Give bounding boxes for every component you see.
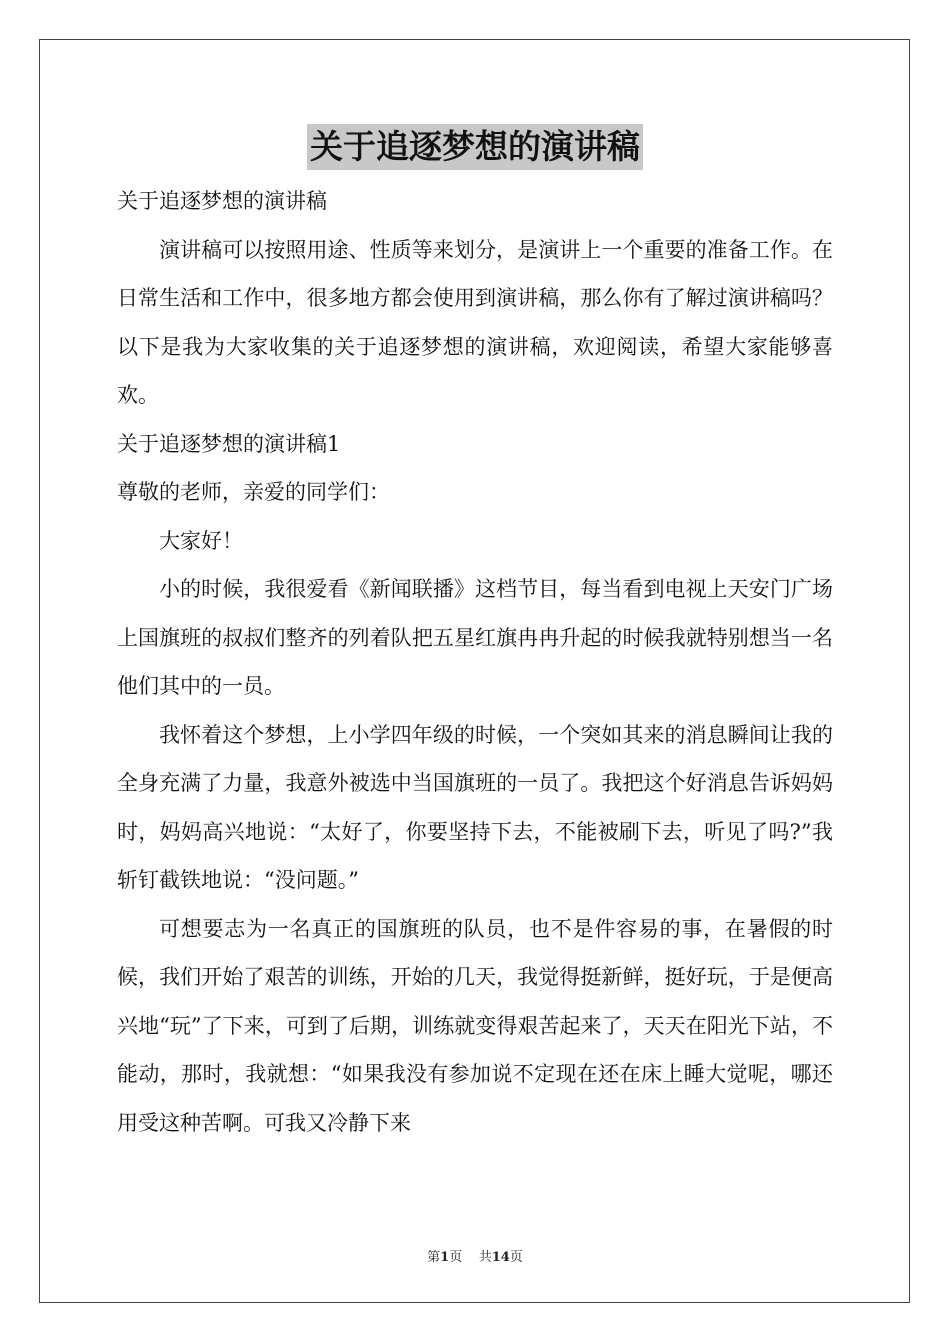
document-body bbox=[117, 177, 833, 1147]
total-prefix: 共 bbox=[478, 1250, 492, 1265]
title-container bbox=[0, 124, 950, 170]
greeting: 大家好！ bbox=[159, 528, 243, 553]
body-paragraph-2: 我怀着这个梦想，上小学四年级的时候，一个突如其来的消息瞬间让我的全身充满了力量，我意外被选中当国旗班的一员了。我把这个好消息告诉妈妈时，妈妈高兴地说：“太好了，你要坚持下去，不能被刷下去，听见了吗?”我斩钉截铁地说：“没问题。” bbox=[117, 722, 833, 892]
document-subtitle: 关于追逐梦想的演讲稿 bbox=[117, 189, 327, 213]
total-pages: 14 bbox=[491, 1250, 510, 1265]
page-number: 1 bbox=[440, 1250, 450, 1265]
page-suffix: 页 bbox=[449, 1250, 463, 1265]
salutation: 尊敬的老师，亲爱的同学们： bbox=[117, 480, 390, 504]
page-footer bbox=[0, 1246, 950, 1265]
body-paragraph-1: 小的时候，我很爱看《新闻联播》这档节目，每当看到电视上天安门广场上国旗班的叔叔们整齐的列着队把五星红旗冉冉升起的时候我就特别想当一名他们其中的一员。 bbox=[117, 577, 833, 698]
body-paragraph-3: 可想要志为一名真正的国旗班的队员，也不是件容易的事，在暑假的时候，我们开始了艰苦的训练，开始的几天，我觉得挺新鲜，挺好玩，于是便高兴地“玩”了下来，可到了后期，训练就变得艰苦起来了，天天在阳光下站，不能动，那时，我就想：“如果我没有参加说不定现在还在床上睡大觉呢，哪还用受这种苦啊。可我又冷静下来 bbox=[117, 916, 833, 1135]
total-suffix: 页 bbox=[509, 1250, 523, 1265]
document-title: 关于追逐梦想的演讲稿 bbox=[307, 124, 643, 170]
intro-paragraph: 演讲稿可以按照用途、性质等来划分，是演讲上一个重要的准备工作。在日常生活和工作中，很多地方都会使用到演讲稿，那么你有了解过演讲稿吗？以下是我为大家收集的关于追逐梦想的演讲稿，欢迎阅读，希望大家能够喜欢。 bbox=[117, 237, 833, 407]
page-prefix: 第 bbox=[427, 1250, 441, 1265]
section-heading: 关于追逐梦想的演讲稿1 bbox=[117, 431, 341, 456]
